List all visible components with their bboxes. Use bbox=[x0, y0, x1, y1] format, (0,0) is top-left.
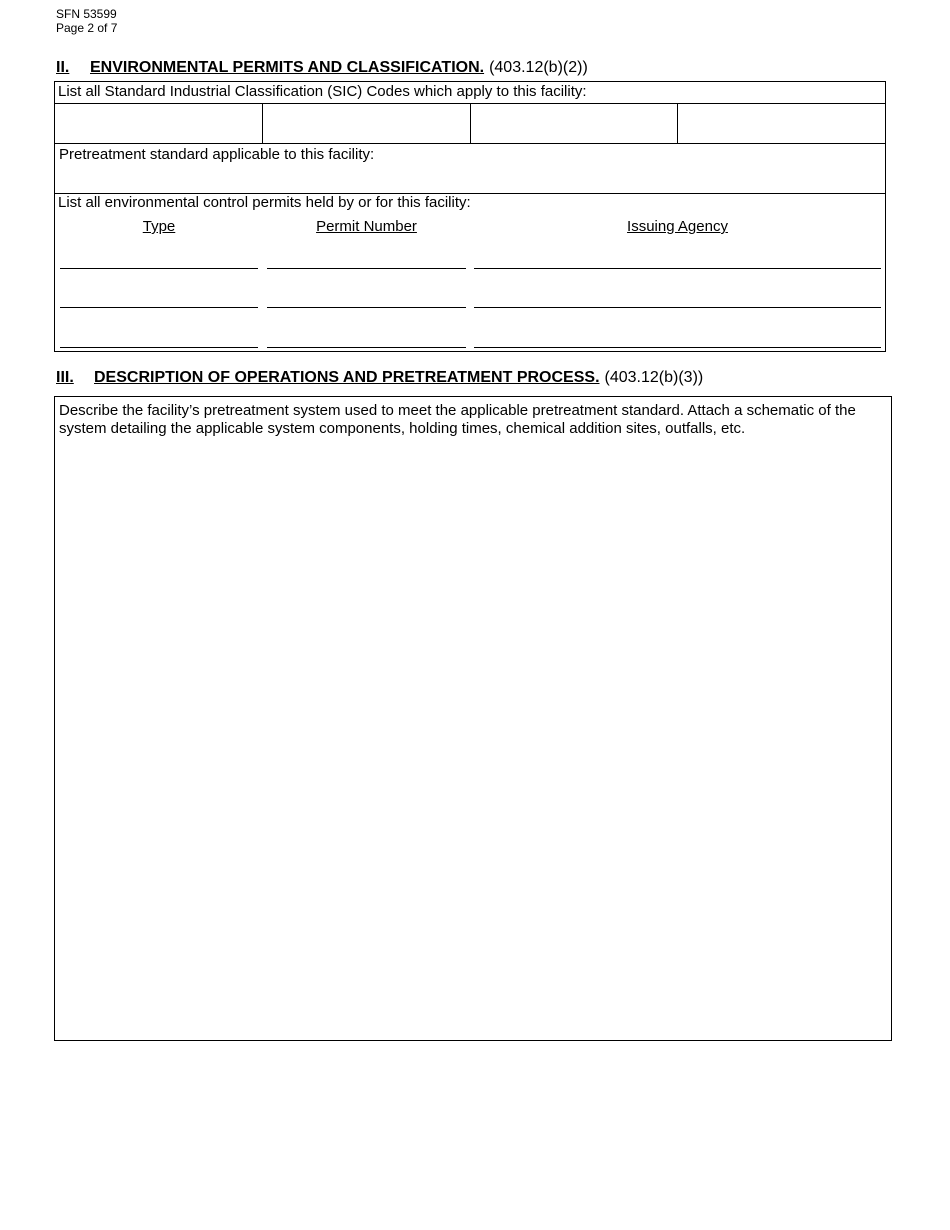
section-iii-number: III. bbox=[56, 369, 74, 386]
section-ii-reference: (403.12(b)(2)) bbox=[489, 59, 588, 76]
pretreatment-instructions: Describe the facility’s pretreatment system used to meet the applicable pretreatment standard. Attach a schematic of the system detailing the applicable system components, holding times, chemical addition sites, outfalls, etc. bbox=[59, 402, 856, 437]
pretreatment-standard-label: Pretreatment standard applicable to this facility: bbox=[59, 146, 375, 163]
page-number: Page 2 of 7 bbox=[56, 21, 118, 35]
issuing-agency-field[interactable] bbox=[474, 268, 881, 269]
permits-label: List all environmental control permits held by or for this facility: bbox=[58, 194, 471, 211]
issuing-agency-field[interactable] bbox=[474, 307, 881, 308]
form-header bbox=[56, 7, 117, 35]
section-iii-heading bbox=[56, 368, 703, 388]
issuing-agency-field[interactable] bbox=[474, 347, 881, 348]
permit-type-field[interactable] bbox=[60, 307, 258, 308]
permit-type-field[interactable] bbox=[60, 347, 258, 348]
permit-type-header: Type bbox=[142, 218, 176, 235]
pretreatment-description-field[interactable] bbox=[59, 445, 885, 1035]
sic-code-field-2[interactable] bbox=[263, 104, 470, 143]
section-ii-heading bbox=[56, 58, 588, 78]
sic-codes-label: List all Standard Industrial Classification (SIC) Codes which apply to this facility: bbox=[58, 83, 587, 100]
sic-row-bottom-divider bbox=[54, 143, 886, 144]
pretreatment-standard-field[interactable] bbox=[59, 165, 879, 191]
permit-number-field[interactable] bbox=[267, 347, 466, 348]
permit-number-header: Permit Number bbox=[316, 218, 417, 235]
sic-code-field-3[interactable] bbox=[471, 104, 677, 143]
form-number: SFN 53599 bbox=[56, 7, 117, 21]
section-ii-title: ENVIRONMENTAL PERMITS AND CLASSIFICATION. bbox=[90, 59, 485, 76]
sic-code-field-1[interactable] bbox=[55, 104, 262, 143]
permit-number-field[interactable] bbox=[267, 307, 466, 308]
section-iii-reference: (403.12(b)(3)) bbox=[604, 369, 704, 386]
sic-code-field-4[interactable] bbox=[678, 104, 885, 143]
section-iii-title: DESCRIPTION OF OPERATIONS AND PRETREATMENT PROCESS. bbox=[94, 369, 600, 386]
permit-type-field[interactable] bbox=[60, 268, 258, 269]
permit-number-field[interactable] bbox=[267, 268, 466, 269]
issuing-agency-header: Issuing Agency bbox=[627, 218, 728, 235]
section-ii-number: II. bbox=[56, 59, 70, 76]
